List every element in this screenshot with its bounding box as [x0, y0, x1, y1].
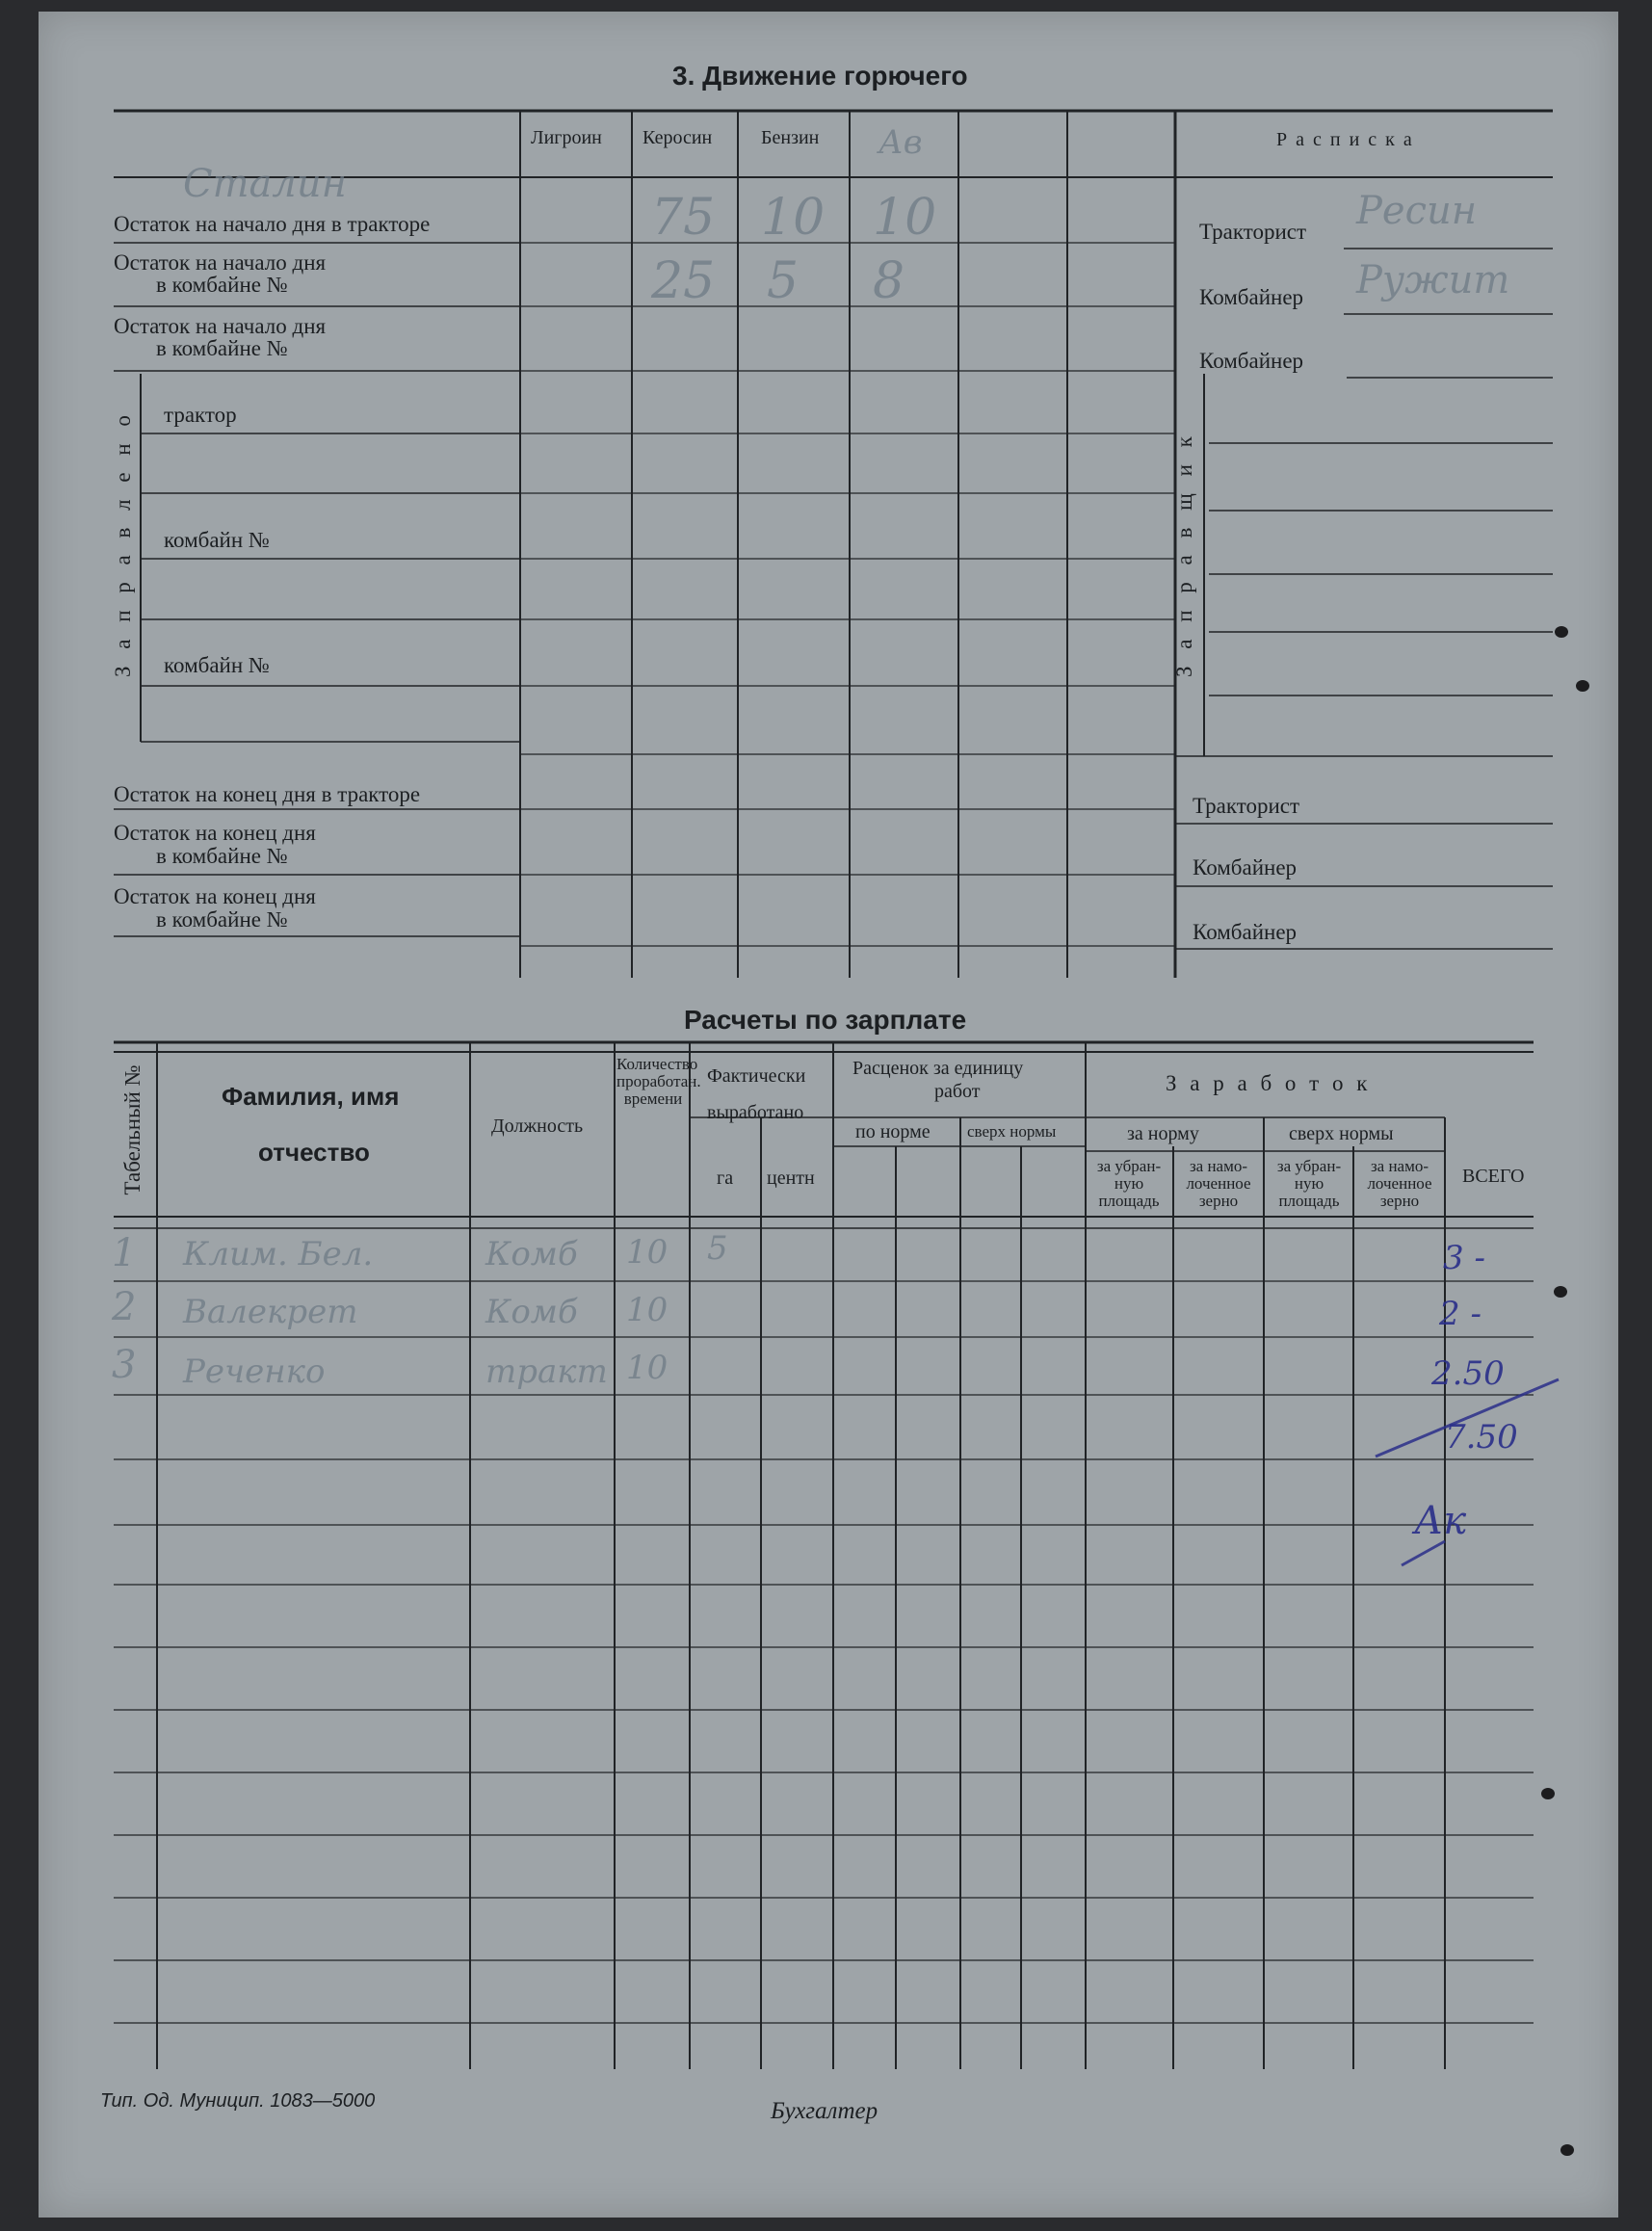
col-kerosene-header: Керосин — [642, 127, 713, 148]
header-rate-2: работ — [934, 1081, 981, 1102]
row-2-hours: 10 — [626, 1291, 669, 1329]
header-area-above-2: ную — [1294, 1174, 1324, 1193]
receipt-combiner-1: Комбайнер — [1199, 285, 1304, 309]
col-benzine-header: Бензин — [761, 127, 820, 148]
handwritten-combine-col4: 8 — [873, 252, 905, 310]
header-grain-above-2: лоченное — [1367, 1174, 1432, 1193]
row-3-position: тракт — [485, 1352, 608, 1391]
header-actual-1: Фактически — [707, 1065, 806, 1087]
row-end-combine-2-sub: в комбайне № — [156, 907, 288, 932]
row-refuel-tractor: трактор — [164, 403, 237, 427]
header-actual-2: выработано — [707, 1102, 804, 1123]
row-3-hours: 10 — [626, 1349, 669, 1387]
receipt-combiner-3: Комбайнер — [1193, 855, 1298, 879]
refueler-vertical-label: З а п р а в щ и к — [1172, 431, 1196, 677]
header-grain-norm-2: лоченное — [1186, 1174, 1251, 1193]
printer-imprint: Тип. Од. Муницип. 1083—5000 — [100, 2090, 376, 2112]
header-earnings: З а р а б о т о к — [1166, 1071, 1372, 1095]
header-area-norm-3: площадь — [1098, 1192, 1160, 1210]
receipt-combiner-4: Комбайнер — [1193, 920, 1298, 944]
handwritten-note: Сталин — [183, 162, 347, 206]
row-3-name: Реченко — [183, 1352, 326, 1391]
row-start-combine-2-sub: в комбайне № — [156, 336, 288, 360]
salary-section-title: Расчеты по зарплате — [684, 1005, 967, 1035]
handwritten-signature-tractorist: Ресин — [1356, 189, 1478, 233]
row-1-ha: 5 — [707, 1229, 728, 1268]
row-refuel-combine-2: комбайн № — [164, 653, 270, 677]
header-area-norm-2: ную — [1114, 1174, 1144, 1193]
handwritten-col4-header: Ав — [878, 123, 923, 162]
col-ligroin-header: Лигроин — [531, 127, 602, 148]
refueled-vertical-label: З а п р а в л е н о — [111, 409, 135, 677]
header-name-2: отчество — [258, 1138, 370, 1167]
row-2-name: Валекрет — [183, 1293, 358, 1331]
header-grain-above-1: за намо- — [1370, 1157, 1429, 1175]
header-rate-1: Расценок за единицу — [852, 1058, 1024, 1079]
handwritten-signature-combiner: Ружит — [1356, 258, 1510, 302]
header-earn-above: сверх нормы — [1289, 1123, 1394, 1144]
handwritten-tractor-col4: 10 — [873, 189, 937, 247]
row-1-no: 1 — [112, 1231, 137, 1275]
handwritten-tractor-kerosene: 75 — [651, 189, 716, 247]
header-grain-norm-1: за намо- — [1189, 1157, 1248, 1175]
row-start-combine-2: Остаток на начало дня — [114, 314, 327, 338]
header-by-norm: по норме — [855, 1121, 931, 1142]
header-grain-norm-3: зерно — [1198, 1192, 1239, 1210]
header-hours: Количество проработан. времени — [616, 1055, 701, 1108]
header-centn: центн — [767, 1168, 815, 1189]
header-area-above-3: площадь — [1278, 1192, 1340, 1210]
row-1-hours: 10 — [626, 1233, 669, 1272]
fuel-section-title: 3. Движение горючего — [672, 61, 968, 91]
handwritten-combine-benzine: 5 — [767, 252, 800, 310]
sum-total: 7.50 — [1445, 1418, 1518, 1457]
row-end-combine-2: Остаток на конец дня — [114, 884, 316, 908]
handwritten-tractor-benzine: 10 — [761, 189, 826, 247]
header-earn-norm: за норму — [1127, 1123, 1199, 1144]
row-2-no: 2 — [112, 1285, 137, 1329]
accountant-label: Бухгалтер — [771, 2098, 878, 2124]
header-grain-above-3: зерно — [1379, 1192, 1420, 1210]
row-end-combine-1: Остаток на конец дня — [114, 821, 316, 845]
header-tab-no: Табельный № — [120, 1064, 144, 1195]
row-1-total: 3 - — [1443, 1239, 1485, 1277]
header-ha: га — [717, 1168, 734, 1189]
row-start-combine-1-sub: в комбайне № — [156, 273, 288, 297]
row-end-tractor: Остаток на конец дня в тракторе — [114, 782, 421, 806]
header-area-norm-1: за убран- — [1096, 1157, 1162, 1175]
row-2-position: Комб — [485, 1293, 578, 1331]
receipt-tractorist-1: Тракторист — [1199, 220, 1307, 244]
header-area-above-1: за убран- — [1276, 1157, 1342, 1175]
row-start-combine-1: Остаток на начало дня — [114, 250, 327, 275]
row-3-no: 3 — [112, 1343, 137, 1387]
row-1-position: Комб — [485, 1235, 578, 1273]
handwritten-combine-kerosene: 25 — [651, 252, 716, 310]
header-name-1: Фамилия, имя — [222, 1082, 400, 1111]
receipt-header: Р а с п и с к а — [1276, 129, 1414, 150]
row-1-name: Клим. Бел. — [183, 1235, 374, 1273]
row-3-total: 2.50 — [1431, 1354, 1505, 1393]
header-total: ВСЕГО — [1462, 1166, 1525, 1187]
receipt-tractorist-2: Тракторист — [1193, 794, 1300, 818]
row-2-total: 2 - — [1439, 1295, 1482, 1333]
row-start-tractor: Остаток на начало дня в тракторе — [114, 212, 431, 236]
header-position: Должность — [491, 1116, 584, 1137]
row-refuel-combine-1: комбайн № — [164, 528, 270, 552]
row-end-combine-1-sub: в комбайне № — [156, 844, 288, 868]
accountant-initials: Ак — [1414, 1499, 1467, 1543]
receipt-combiner-2: Комбайнер — [1199, 349, 1304, 373]
header-above-norm: сверх нормы — [967, 1122, 1057, 1141]
